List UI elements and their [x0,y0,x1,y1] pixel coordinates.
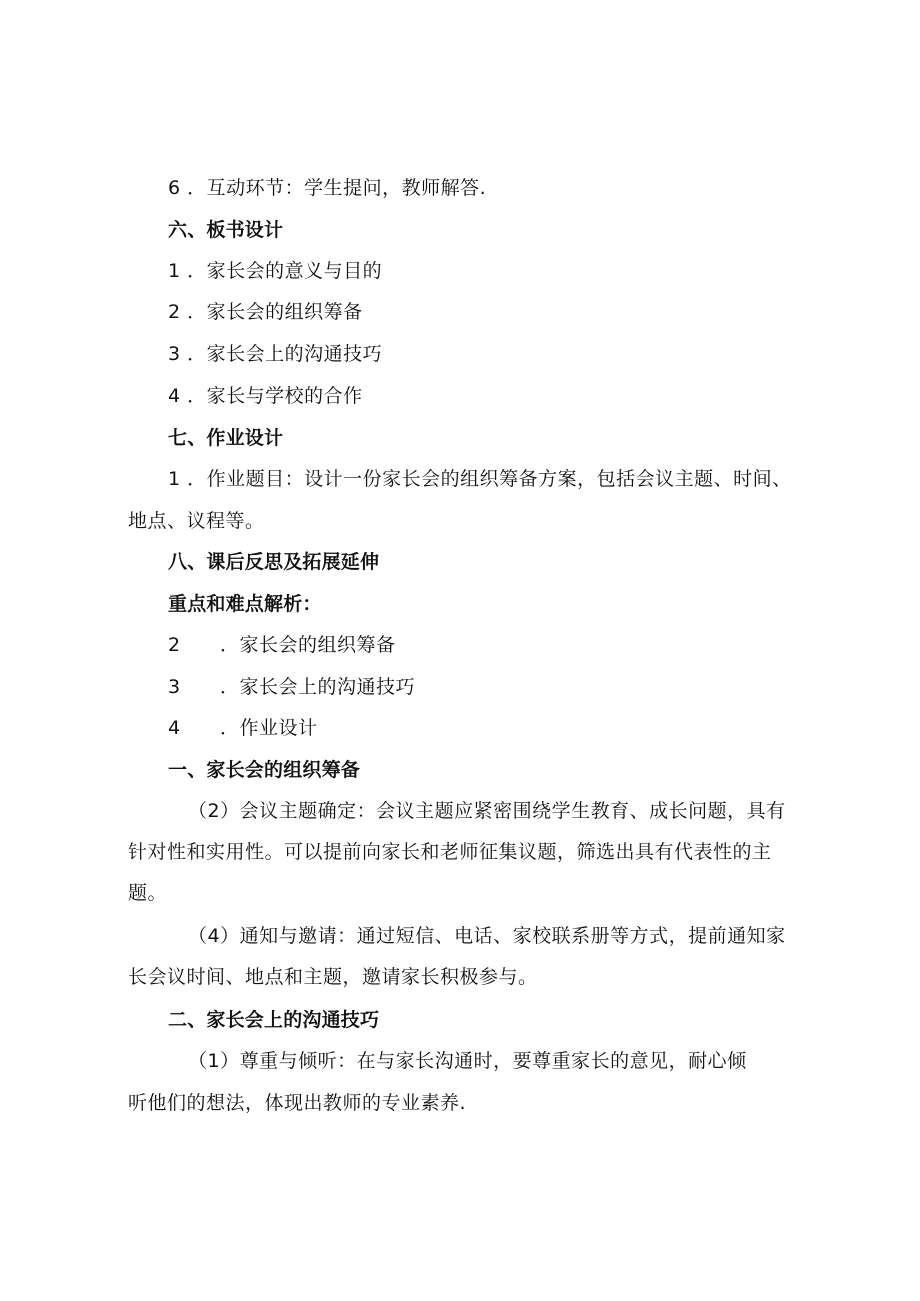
interaction-item: 6 ．互动环节：学生提问，教师解答. [168,177,487,199]
paragraph-text: （4）通知与邀请：通过短信、电话、家校联系册等方式，提前通知家 [188,925,786,947]
key-point-number: 2 [168,634,181,656]
homework-text: 1 ．作业题目：设计一份家长会的组织筹备方案，包括会议主题、时间、 [168,468,792,490]
key-point-item [168,633,396,657]
key-point-text: ．作业设计 [220,717,318,739]
board-item: 3 ．家长会上的沟通技巧 [168,343,383,365]
key-point-item [168,716,318,740]
section-heading-homework: 七、作业设计 [168,427,284,449]
section-heading-board-design: 六、板书设计 [168,219,284,241]
paragraph-text: 题。 [128,882,168,904]
board-item: 2 ．家长会的组织筹备 [168,301,363,323]
homework-text: 地点、议程等。 [128,510,265,532]
paragraph-text: 听他们的想法，体现出教师的专业素养. [128,1092,467,1114]
paragraph-text: （1）尊重与倾听：在与家长沟通时，要尊重家长的意见，耐心倾 [188,1050,747,1072]
key-point-number: 4 [168,717,181,739]
board-item: 4 ．家长与学校的合作 [168,385,363,407]
key-points-heading: 重点和难点解析： [168,593,322,615]
board-item: 1 ．家长会的意义与目的 [168,260,383,282]
paragraph-text: 针对性和实用性。可以提前向家长和老师征集议题，筛选出具有代表性的主 [128,841,772,863]
key-point-text: ．家长会上的沟通技巧 [220,676,416,698]
part-heading-organization: 一、家长会的组织筹备 [168,759,361,781]
paragraph-text: 长会议时间、地点和主题，邀请家长积极参与。 [128,966,538,988]
key-point-text: ．家长会的组织筹备 [220,634,396,656]
key-point-number: 3 [168,676,181,698]
section-heading-reflection: 八、课后反思及拓展延伸 [168,551,380,573]
paragraph-text: （2）会议主题确定：会议主题应紧密围绕学生教育、成长问题，具有 [188,800,786,822]
part-heading-communication: 二、家长会上的沟通技巧 [168,1009,380,1031]
key-point-item [168,675,415,699]
